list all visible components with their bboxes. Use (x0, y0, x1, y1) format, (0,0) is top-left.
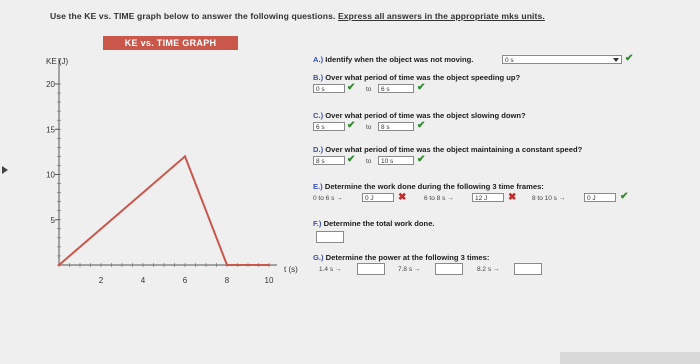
answer-c-to-value: 8 s (381, 124, 390, 131)
check-icon: ✔ (347, 120, 356, 131)
check-icon: ✔ (347, 82, 356, 93)
answer-d-to-value: 10 s (381, 158, 394, 165)
check-icon: ✔ (347, 154, 356, 165)
chart-title: KE vs. TIME GRAPH (103, 36, 238, 50)
cross-icon: ✖ (508, 192, 517, 203)
answer-c-from[interactable] (313, 122, 345, 131)
ke-series-line (59, 156, 269, 265)
question-d-prefix: D.) (313, 145, 324, 154)
check-icon: ✔ (417, 120, 426, 131)
question-d (313, 145, 582, 154)
question-b (313, 73, 520, 82)
power-time-2-input[interactable] (435, 263, 463, 275)
ke-data-point (226, 264, 228, 266)
instructions-emphasis: Express all answers in the appropriate mks units. (337, 11, 545, 21)
question-a-prefix: A.) (313, 55, 324, 64)
answer-a-select[interactable] (502, 55, 622, 64)
check-icon: ✔ (620, 191, 629, 202)
to-label: to (366, 158, 372, 165)
check-icon: ✔ (417, 82, 426, 93)
footer-strip (560, 352, 700, 364)
frame-3-label: 8 to 10 s → (532, 195, 566, 202)
ke-data-point (58, 264, 60, 266)
answer-d-from-value: 8 s (316, 158, 325, 165)
cross-icon: ✖ (398, 192, 407, 203)
check-icon: ✔ (625, 53, 634, 64)
answer-d-to[interactable] (378, 156, 414, 165)
question-c (313, 111, 526, 120)
work-frame-3-input[interactable] (584, 193, 616, 202)
question-a-text: Identify when the object was not moving. (325, 55, 474, 64)
question-f (313, 219, 435, 228)
question-d-text: Over what period of time was the object maintaining a constant speed? (325, 145, 583, 154)
answer-c-to[interactable] (378, 122, 414, 131)
frame-2-label: 6 to 8 s → (424, 195, 454, 202)
question-f-prefix: F.) (313, 219, 322, 228)
x-axis-label: t (s) (284, 265, 298, 274)
x-tick-label: 10 (264, 276, 274, 285)
answer-c-from-value: 6 s (316, 124, 325, 131)
question-a (313, 55, 473, 64)
question-e-prefix: E.) (313, 182, 323, 191)
answer-b-to[interactable] (378, 84, 414, 93)
work-frame-1-input[interactable] (362, 193, 394, 202)
work-frame-2-value: 12 J (475, 195, 488, 202)
check-icon: ✔ (417, 154, 426, 165)
x-tick-label: 6 (182, 276, 188, 285)
to-label: to (366, 86, 372, 93)
y-tick-label: 5 (50, 215, 55, 225)
to-label: to (366, 124, 372, 131)
question-f-text: Determine the total work done. (323, 219, 435, 228)
y-tick-label: 20 (46, 80, 55, 89)
y-tick-label: 15 (46, 125, 55, 135)
question-c-prefix: C.) (313, 111, 324, 120)
x-tick-label: 2 (98, 276, 104, 285)
answer-b-to-value: 6 s (381, 86, 390, 93)
instructions-lead: Use the KE vs. TIME graph below to answer the following questions. (50, 11, 338, 21)
frame-1-label: 0 to 6 s → (313, 195, 343, 202)
question-g-text: Determine the power at the following 3 times: (325, 253, 490, 262)
power-time-3-input[interactable] (514, 263, 542, 275)
question-c-text: Over what period of time was the object slowing down? (325, 111, 526, 120)
question-g (313, 253, 489, 262)
question-e-text: Determine the work done during the following 3 time frames: (324, 182, 544, 191)
work-frame-3-value: 0 J (587, 195, 596, 202)
y-tick-label: 10 (46, 170, 55, 180)
time-3-label: 8.2 s → (477, 266, 500, 273)
answer-a-value: 0 s (505, 57, 514, 64)
answer-b-from[interactable] (313, 84, 345, 93)
work-frame-1-value: 0 J (365, 195, 374, 202)
power-time-1-input[interactable] (357, 263, 385, 275)
question-b-prefix: B.) (313, 73, 324, 82)
total-work-input[interactable] (316, 231, 344, 243)
x-tick-label: 8 (224, 276, 230, 285)
question-b-text: Over what period of time was the object speeding up? (325, 73, 521, 82)
ke-data-point (184, 155, 186, 157)
chevron-down-icon (613, 58, 619, 62)
time-1-label: 1.4 s → (319, 266, 342, 273)
answer-b-from-value: 0 s (316, 86, 325, 93)
x-tick-label: 4 (140, 276, 146, 285)
time-2-label: 7.8 s → (398, 266, 421, 273)
ke-data-point (268, 264, 270, 266)
answer-d-from[interactable] (313, 156, 345, 165)
question-g-prefix: G.) (313, 253, 324, 262)
y-axis-label: KE (J) (46, 57, 69, 66)
work-frame-2-input[interactable] (472, 193, 504, 202)
question-e (313, 182, 544, 191)
